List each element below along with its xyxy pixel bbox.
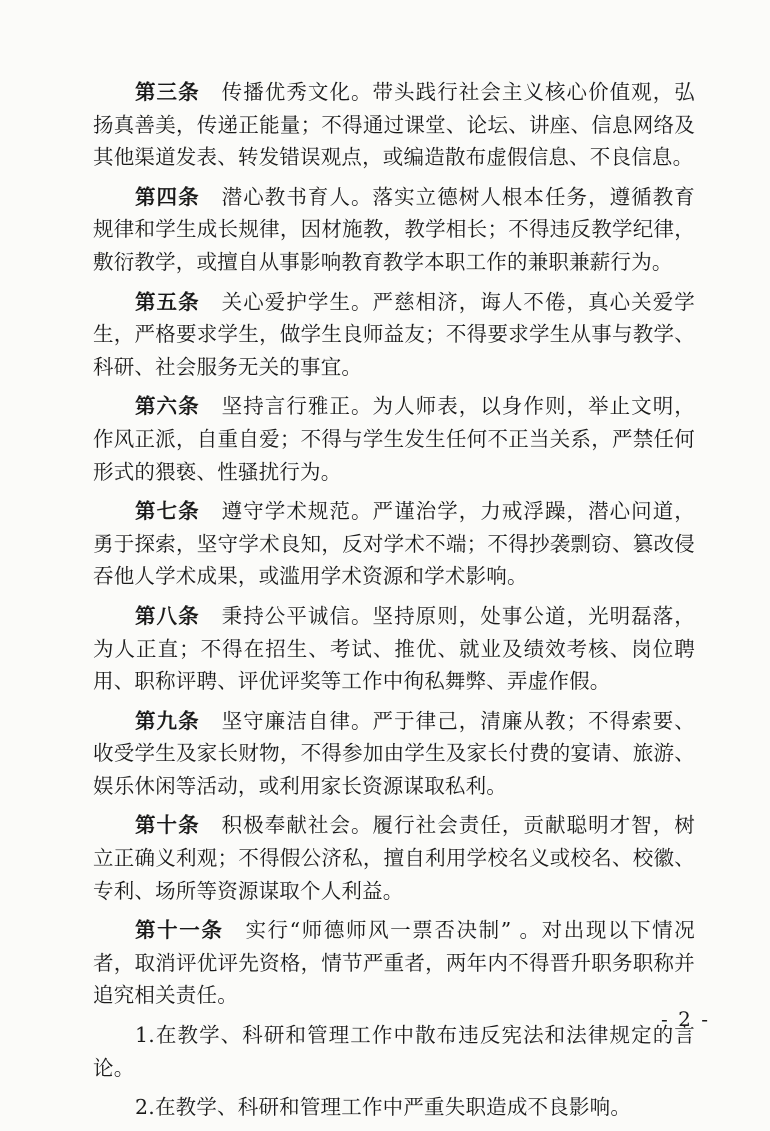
article-number: 第十一条 [135,918,224,943]
article-3 [93,76,695,174]
article-text: 秉持公平诚信。坚持原则，处事公道，光明磊落，为人正直；不得在招生、考试、推优、就业及绩效考核、岗位聘用、职称评聘、评优评奖等工作中徇私舞弊、弄虚作假。 [93,603,695,694]
article-number: 第十条 [135,813,200,838]
document-body [93,76,695,1131]
article-text: 遵守学术规范。严谨治学，力戒浮躁，潜心问道，勇于探索，坚守学术良知，反对学术不端；不得抄袭剽窃、篡改侵吞他人学术成果，或滥用学术资源和学术影响。 [93,499,695,589]
article-text: 积极奉献社会。履行社会责任，贡献聪明才智，树立正确义利观；不得假公济私，擅自利用学校名义或校名、校徽、专利、场所等资源谋取个人利益。 [93,813,695,903]
article-text: 关心爱护学生。严慈相济，诲人不倦，真心关爱学生，严格要求学生，做学生良师益友；不得要求学生从事与教学、科研、社会服务无关的事宜。 [93,289,695,379]
article-4 [93,181,695,279]
article-number: 第五条 [135,289,200,314]
article-number: 第四条 [135,184,200,209]
article-11 [93,914,695,1012]
article-number: 第七条 [135,499,200,524]
article-text: 坚持言行雅正。为人师表，以身作则，举止文明，作风正派，自重自爱；不得与学生发生任何不正当关系，严禁任何形式的猥亵、性骚扰行为。 [93,394,695,484]
article-9 [93,705,695,803]
article-number: 第六条 [135,394,200,419]
article-text: 传播优秀文化。带头践行社会主义核心价值观，弘扬真善美，传递正能量；不得通过课堂、论坛、讲座、信息网络及其他渠道发表、转发错误观点，或编造散布虚假信息、不良信息。 [93,80,695,170]
list-item: 1.在教学、科研和管理工作中散布违反宪法和法律规定的言论。 [93,1023,695,1080]
list-item: 2.在教学、科研和管理工作中严重失职造成不良影响。 [135,1095,632,1120]
article-10 [93,809,695,907]
article-number: 第三条 [135,80,200,104]
article-number: 第九条 [135,708,200,733]
article-8 [93,600,695,698]
article-6 [93,390,695,488]
article-number: 第八条 [135,603,200,628]
article-text: 实行“师德师风一票否决制” 。对出现以下情况者，取消评优评先资格，情节严重者，两年内不得晋升职务职称并追究相关责任。 [93,918,695,1008]
article-7 [93,495,695,593]
article-text: 坚守廉洁自律。严于律己，清廉从教；不得索要、收受学生及家长财物，不得参加由学生及家长付费的宴请、旅游、娱乐休闲等活动，或利用家长资源谋取私利。 [93,708,695,798]
page-number: - 2 - [661,1007,710,1031]
article-text: 潜心教书育人。落实立德树人根本任务，遵循教育规律和学生成长规律，因材施教，教学相长；不得违反教学纪律，敷衍教学，或擅自从事影响教育教学本职工作的兼职兼薪行为。 [93,184,695,274]
article-5 [93,286,695,384]
